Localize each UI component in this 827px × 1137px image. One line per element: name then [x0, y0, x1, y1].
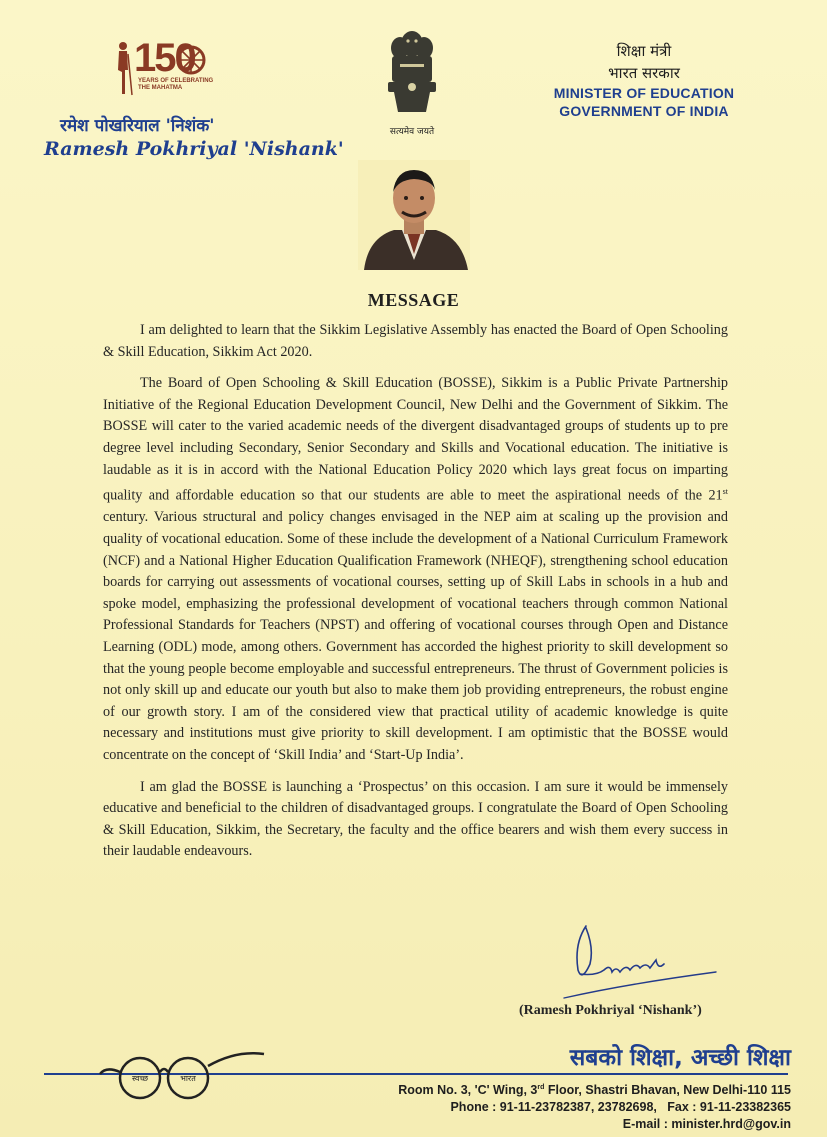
- gandhi-150-logo: [112, 36, 222, 110]
- education-slogan: सबको शिक्षा, अच्छी शिक्षा: [569, 1045, 791, 1071]
- signatory-name: (Ramesh Pokhriyal ‘Nishank’): [519, 1003, 702, 1018]
- logo-150-number: 150: [134, 36, 195, 80]
- ashoka-emblem-icon: [380, 28, 444, 118]
- swachh-label: स्वच्छ: [131, 1074, 149, 1083]
- superscript-rd: rd: [537, 1084, 545, 1091]
- superscript-st: st: [722, 487, 728, 497]
- ministry-title-hindi-1: शिक्षा मंत्री: [616, 42, 672, 60]
- message-paragraph-2-part-2: century. Various structural and policy changes envisaged in the NEP aim at scaling up the provision and quality of vocational education. Some of these include the development of a National Curriculum Framework (NCF) and a National Higher Education Qualification Framework (NHEQF), strengthening school education boards for carrying out assessments of vocational courses, setting up of Skill Labs in schools in a hub and spoke model, emphasizing the professional development of vocational teachers through common National Professional Standards for Teachers (NPST) and offering of vocational courses through Open and Distance Learning (ODL) mode, among others. Government has accorded the highest priority to skill development so that the young people become employable and successful entrepreneurs. The thrust of Government policies is not only skill up and educate our youth but also to make them job providing entrepreneurs, the robust engine of our growth story. I am of the considered view that practical utility of academic knowledge is quite necessary and institutions must give priority to skill development. I am optimistic that the BOSSE would concentrate on the concept of ‘Skill India’ and ‘Start-Up India’.: [103, 509, 728, 764]
- phone-fax-line: Phone : 91-11-23782387, 23782698, Fax : 91-11-23382365: [450, 1100, 791, 1115]
- minister-photo: [358, 160, 470, 270]
- message-body: [103, 320, 728, 873]
- minister-name-hindi: रमेश पोखरियाल 'निशंक': [60, 116, 215, 136]
- message-paragraph-1: I am delighted to learn that the Sikkim Legislative Assembly has enacted the Board of Open Schooling & Skill Education, Sikkim Act 2020.: [103, 322, 728, 360]
- email-line: E-mail : minister.hrd@gov.in: [622, 1117, 791, 1132]
- address-part-2: Floor, Shastri Bhavan, New Delhi-110 115: [544, 1083, 791, 1098]
- swachh-bharat-spectacles-icon: [96, 1046, 266, 1102]
- message-paragraph-2: [103, 373, 728, 766]
- address-part-1: Room No. 3, 'C' Wing, 3: [398, 1083, 538, 1098]
- message-heading: MESSAGE: [367, 290, 460, 310]
- ministry-title-english-1: MINISTER OF EDUCATION: [553, 85, 735, 101]
- address-line: [398, 1079, 791, 1099]
- ministry-title-block: [529, 40, 759, 120]
- bharat-label: भारत: [180, 1074, 196, 1083]
- message-paragraph-3: I am glad the BOSSE is launching a ‘Prospectus’ on this occasion. I am sure it would be immensely educative and beneficial to the children of disadvantaged groups. I congratulate the Board of Open Schooling & Skill Education, Sikkim, the Secretary, the faculty and the office bearers and wish them every success in their laudable endeavours.: [103, 778, 728, 860]
- signature-mark: [556, 918, 726, 1006]
- emblem-motto: सत्यमेव जयते: [389, 127, 435, 137]
- minister-name-english: Ramesh Pokhriyal 'Nishank': [44, 138, 344, 160]
- logo-150-caption: YEARS OF CELEBRATING THE MAHATMA: [138, 78, 214, 91]
- ministry-title-english-2: GOVERNMENT OF INDIA: [559, 103, 729, 119]
- gandhi-silhouette-icon: [112, 40, 134, 96]
- charkha-wheel-icon: [175, 44, 207, 76]
- message-paragraph-2-part-1: The Board of Open Schooling & Skill Education (BOSSE), Sikkim is a Public Private Partnership Initiative of the Regional Education Development Council, New Delhi and the Government of Sikkim. The BOSSE will cater to the varied academic needs of the divergent disadvantaged groups of students up to pre degree level including Secondary, Senior Secondary and Skills and Vocational education. The initiative is laudable as it is in accord with the National Education Policy 2020 which lays great focus on imparting quality and affordable education so that our students are able to meet the aspirational needs of the 21: [103, 375, 728, 504]
- ministry-title-hindi-2: भारत सरकार: [608, 64, 680, 82]
- office-address: [398, 1079, 791, 1133]
